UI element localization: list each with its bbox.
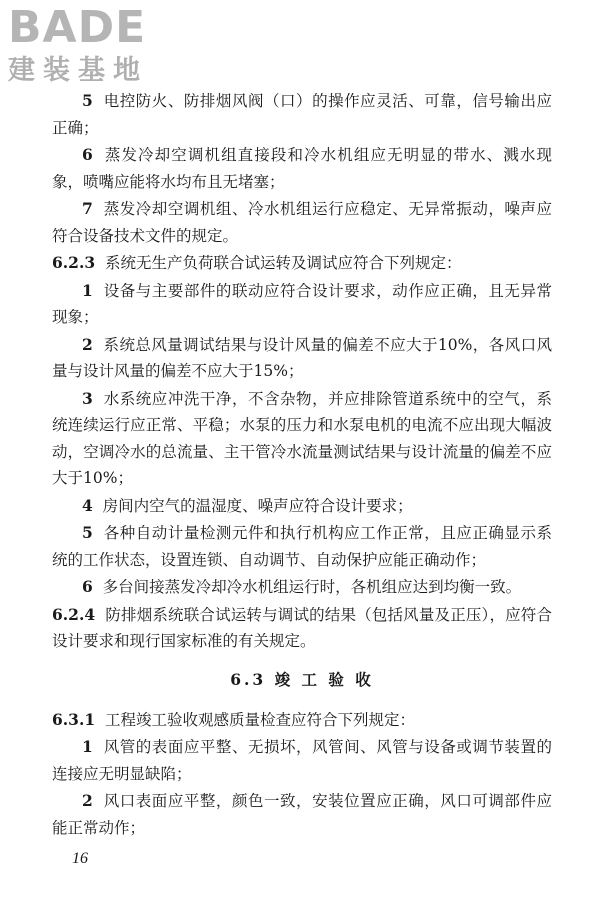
clause-text: 防排烟系统联合试运转与调试的结果（包括风量及正压），应符合设计要求和现行国家标准的有关规定。 <box>52 605 552 650</box>
document-page <box>52 88 552 842</box>
list-item <box>52 88 552 141</box>
clause-number: 6.2.4 <box>52 604 96 624</box>
item-text: 蒸发冷却空调机组、冷水机组运行应稳定、无异常振动，噪声应符合设备技术文件的规定。 <box>52 200 552 245</box>
item-text: 系统总风量调试结果与设计风量的偏差不应大于10%，各风口风量与设计风量的偏差不应大于15%； <box>52 335 553 380</box>
item-text: 水系统应冲洗干净，不含杂物，并应排除管道系统中的空气，系统连续运行应正常、平稳；水泵的压力和水泵电机的电流不应出现大幅波动，空调冷水的总流量、主干管冷水流量测试结果与设计流量的偏差不应大于10%； <box>52 389 552 487</box>
watermark-logo <box>8 2 178 86</box>
list-item <box>52 386 552 492</box>
list-item <box>52 520 552 573</box>
list-item <box>52 332 552 385</box>
item-number: 2 <box>82 334 93 354</box>
clause-6-2-4 <box>52 602 552 655</box>
list-item <box>52 142 552 195</box>
list-item <box>52 196 552 249</box>
item-number: 4 <box>82 495 93 515</box>
item-number: 1 <box>82 737 93 756</box>
clause-text: 工程竣工验收观感质量检查应符合下列规定： <box>105 710 416 729</box>
item-text: 风口表面应平整，颜色一致，安装位置应正确，风口可调部件应能正常动作； <box>52 792 552 837</box>
item-number: 1 <box>82 280 93 300</box>
item-text: 设备与主要部件的联动应符合设计要求，动作应正确，且无异常现象； <box>52 281 552 326</box>
item-number: 5 <box>82 91 93 110</box>
item-text: 电控防火、防排烟风阀（口）的操作应灵活、可靠，信号输出应正确； <box>52 92 552 137</box>
item-text: 风管的表面应平整、无损坏，风管间、风管与设备或调节装置的连接应无明显缺陷； <box>52 738 552 783</box>
list-item <box>52 278 552 331</box>
list-item <box>52 574 552 601</box>
item-text: 房间内空气的温湿度、噪声应符合设计要求； <box>102 496 413 515</box>
clause-number: 6.3.1 <box>52 709 96 729</box>
clause-6-2-3 <box>52 250 552 277</box>
item-number: 6 <box>82 577 93 596</box>
item-number: 5 <box>82 523 93 542</box>
item-number: 7 <box>82 199 93 218</box>
clause-number: 6.2.3 <box>52 253 96 272</box>
section-title: 6.3 竣 工 验 收 <box>230 669 374 689</box>
list-item <box>52 734 552 787</box>
clause-6-3-1 <box>52 707 552 734</box>
watermark-latin-text: BADE <box>8 2 147 53</box>
item-text: 多台间接蒸发冷却冷水机组运行时，各机组应达到均衡一致。 <box>102 578 522 596</box>
list-item <box>52 788 552 841</box>
item-number: 6 <box>82 145 93 164</box>
item-number: 3 <box>82 388 93 408</box>
item-number: 2 <box>82 791 93 810</box>
clause-text: 系统无生产负荷联合试运转及调试应符合下列规定： <box>105 254 462 272</box>
watermark-chinese-text: 建装基地 <box>8 55 148 86</box>
page-number: 16 <box>72 850 88 867</box>
item-text: 各种自动计量检测元件和执行机构应工作正常，且应正确显示系统的工作状态，设置连锁、自动调节、自动保护应能正确动作； <box>52 524 552 569</box>
item-text: 蒸发冷却空调机组直接段和冷水机组应无明显的带水、溅水现象，喷嘴应能将水均布且无堵塞； <box>52 146 552 191</box>
list-item <box>52 493 552 520</box>
